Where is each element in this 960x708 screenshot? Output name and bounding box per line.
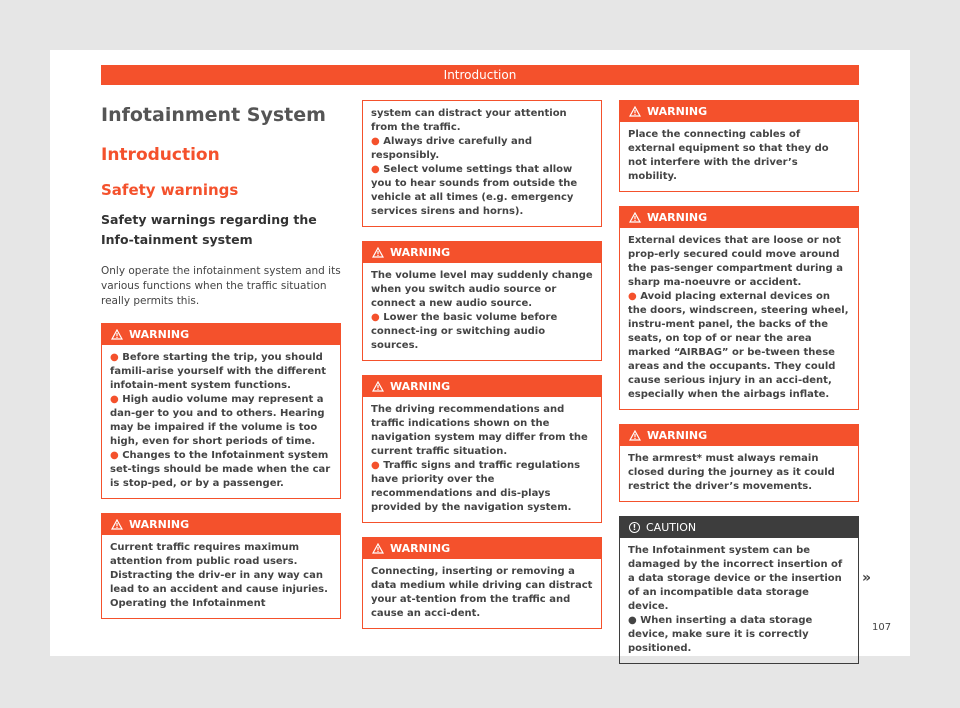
bullet-text: Changes to the Infotainment system set-tings should be made when the car is stop-ped, or by a passenger. [110,450,331,489]
bullet-item [628,290,850,402]
warning-box [362,375,602,523]
caution-label: CAUTION [646,521,697,534]
warning-header [363,242,601,263]
warning-label: WARNING [390,380,451,393]
bullet-icon: ● [110,394,119,405]
warning-header [363,376,601,397]
bullet-item [628,614,850,656]
warning-label: WARNING [390,246,451,259]
bullet-item [371,459,593,515]
bullet-icon: ● [371,312,380,323]
exclamation-circle-icon: ! [629,522,640,533]
warning-box [362,537,602,629]
warning-body [102,345,340,498]
bullet-text: Lower the basic volume before connect-ing or switching audio sources. [371,312,558,351]
warning-body [102,535,340,618]
warning-body [620,122,858,191]
warning-header [620,101,858,122]
warning-box [362,241,602,361]
bullet-item [371,163,593,219]
bullet-icon: ● [628,291,637,302]
warning-text: The volume level may suddenly change when you switch audio source or connect a new audio source. [371,270,593,309]
warning-text: The driving recommendations and traffic indications shown on the navigation system may differ from the current traffic situation. [371,404,588,457]
bullet-text: Before starting the trip, you should famili-arise yourself with the different infotain-ment system functions. [110,352,327,391]
bullet-icon: ● [371,460,380,471]
warning-label: WARNING [390,542,451,555]
warning-header [102,324,340,345]
warning-triangle-icon [629,212,641,223]
caution-text: The Infotainment system can be damaged by the incorrect insertion of a data storage device or the insertion of an incompatible data storage device. [628,545,843,612]
warning-header [363,538,601,559]
page-number: 107 [872,622,892,633]
caution-body [620,538,858,663]
chapter-title: Infotainment System [101,104,326,126]
warning-triangle-icon [111,519,123,530]
warning-text: Current traffic requires maximum attention from public road users. Distracting the driv-er in any way can lead to an accident and cause injuries. Operating the Infotainment [110,542,328,609]
warning-body [363,559,601,628]
bullet-item [371,135,593,163]
warning-label: WARNING [129,518,190,531]
bullet-icon: ● [110,352,119,363]
bullet-item [110,449,332,491]
subsection-title: Safety warnings [101,181,239,199]
warning-label: WARNING [129,328,190,341]
bullet-text: Avoid placing external devices on the doors, windscreen, steering wheel, instru-ment panel, the backs of the seats, on top of or near the area marked “AIRBAG” or be-tween these areas and the occupants. They could cause serious injury in an acci-dent, especially when the airbags inflate. [628,291,849,400]
bullet-text: Select volume settings that allow you to hear sounds from outside the vehicle at all times (e.g. emergency services sirens and horns). [371,164,578,217]
bullet-text: Traffic signs and traffic regulations have priority over the recommendations and dis-plays provided by the navigation system. [371,460,581,513]
warning-header [620,425,858,446]
warning-box-continued [362,100,602,227]
column-right [619,100,859,664]
warning-body [363,397,601,522]
bullet-icon: ● [628,615,637,626]
warning-triangle-icon [629,106,641,117]
caution-box [619,516,859,664]
warning-box [619,100,859,192]
warning-body [363,263,601,360]
warning-body [620,228,858,409]
warning-header [620,207,858,228]
warning-triangle-icon [372,543,384,554]
warning-text: system can distract your attention from the traffic. [371,108,567,133]
column-middle [362,100,602,629]
warning-text: The armrest* must always remain closed during the journey as it could restrict the driver’s movements. [628,453,835,492]
warning-label: WARNING [647,211,708,224]
warning-text: Place the connecting cables of external equipment so that they do not interfere with the driver’s mobility. [628,129,829,182]
caution-header [620,517,858,538]
topic-title: Safety warnings regarding the Info-tainment system [101,212,317,247]
bullet-text: Always drive carefully and responsibly. [371,136,533,161]
bullet-item [110,351,332,393]
warning-box [619,206,859,410]
section-header: Introduction [101,65,859,85]
warning-header [102,514,340,535]
bullet-icon: ● [371,136,380,147]
bullet-icon: ● [371,164,380,175]
warning-text: Connecting, inserting or removing a data medium while driving can distract your at-tention from the traffic and cause an acci-dent. [371,566,593,619]
warning-box [101,323,341,499]
intro-paragraph: Only operate the infotainment system and its various functions when the traffic situation really permits this. [101,265,341,307]
warning-label: WARNING [647,429,708,442]
warning-triangle-icon [372,247,384,258]
warning-body [620,446,858,501]
warning-triangle-icon [111,329,123,340]
bullet-item [371,311,593,353]
bullet-text: When inserting a data storage device, make sure it is correctly positioned. [628,615,813,654]
warning-text: External devices that are loose or not prop-erly secured could move around the pas-senger compartment during a sharp ma-noeuvre or accident. [628,235,843,288]
bullet-icon: ● [110,450,119,461]
section-title: Introduction [101,145,220,165]
warning-label: WARNING [647,105,708,118]
warning-box [619,424,859,502]
warning-box [101,513,341,619]
column-left [101,100,341,619]
bullet-item [110,393,332,449]
warning-triangle-icon [629,430,641,441]
warning-body [363,101,601,226]
bullet-text: High audio volume may represent a dan-ger to you and to others. Hearing may be impaired if the volume is too high, even for short periods of time. [110,394,325,447]
warning-triangle-icon [372,381,384,392]
continue-arrow-icon: » [862,570,872,586]
